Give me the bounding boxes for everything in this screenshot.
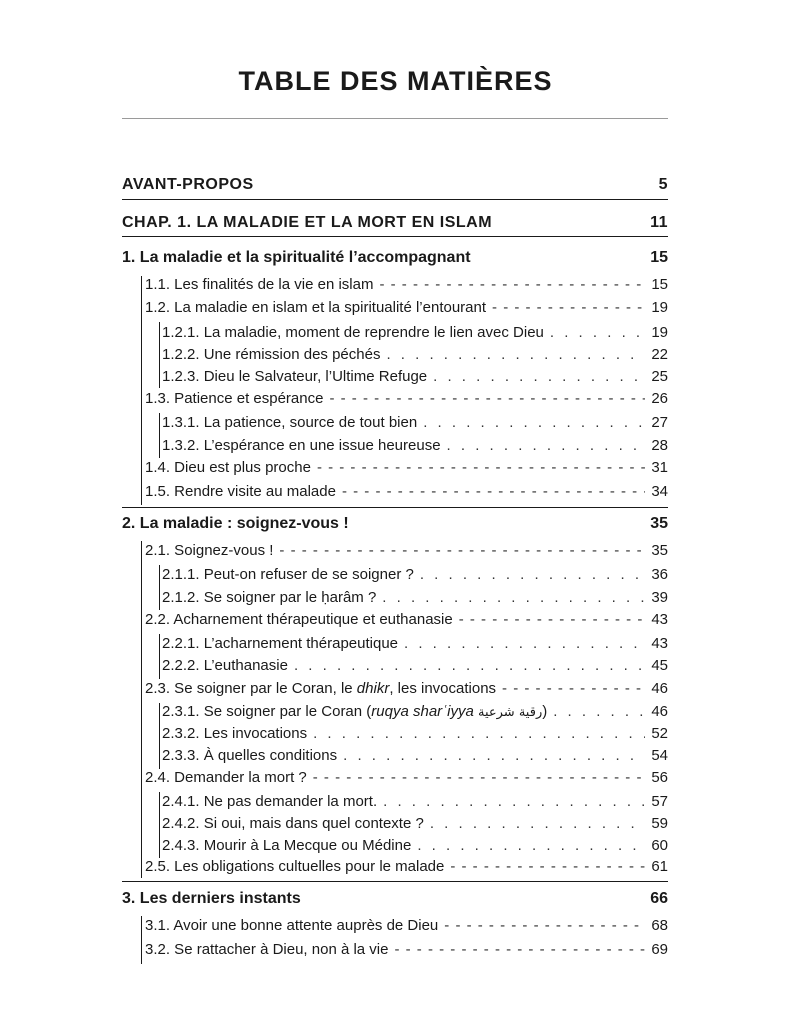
subsection-bracket: [159, 792, 160, 858]
toc-entry-label: 3. Les derniers instants: [122, 890, 301, 907]
section-bracket: [141, 276, 142, 505]
toc-entry-page: 5: [658, 176, 668, 193]
toc-entry-label: 1.4. Dieu est plus proche: [145, 459, 311, 476]
toc-entry-label: 1.2.1. La maladie, moment de reprendre le lien avec Dieu: [162, 324, 544, 341]
toc-entry-page: 36: [651, 566, 668, 583]
toc-entry-label: 1.3. Patience et espérance: [145, 390, 324, 407]
toc-entry-label: 2.4.1. Ne pas demander la mort.: [162, 793, 378, 810]
toc-entry-page: 54: [651, 747, 668, 764]
toc-entry-2-2[interactable]: [145, 611, 668, 628]
section-divider: [122, 236, 668, 237]
toc-entry-avant-propos[interactable]: [122, 176, 668, 194]
toc-entry-page: 43: [651, 611, 668, 628]
toc-entry-label: 1. La maladie et la spiritualité l’accompagnant: [122, 249, 471, 266]
toc-entry-2-4-2[interactable]: [162, 815, 668, 832]
toc-entry-label: AVANT-PROPOS: [122, 176, 254, 193]
toc-entry-1-2-1[interactable]: [162, 324, 668, 341]
toc-entry-page: 60: [651, 837, 668, 854]
toc-entry-2-2-2[interactable]: [162, 657, 668, 674]
toc-entry-1-2-2[interactable]: [162, 346, 668, 363]
toc-entry-2-4-3[interactable]: [162, 837, 668, 854]
toc-entry-label: 2.2. Acharnement thérapeutique et euthanasie: [145, 611, 453, 628]
toc-entry-label: 2.3.3. À quelles conditions: [162, 747, 338, 764]
toc-entry-label: 2.4.3. Mourir à La Mecque ou Médine: [162, 837, 412, 854]
toc-entry-label: CHAP. 1. LA MALADIE ET LA MORT EN ISLAM: [122, 214, 493, 231]
toc-entry-label: 2.1.2. Se soigner par le ḥarâm ?: [162, 589, 377, 606]
toc-entry-page: 69: [651, 941, 668, 958]
section-bracket: [141, 541, 142, 878]
toc-entry-page: 19: [651, 324, 668, 341]
section-bracket: [141, 916, 142, 964]
toc-entry-3-2[interactable]: [145, 941, 668, 958]
toc-entry-section-3[interactable]: [122, 890, 668, 908]
toc-entry-label: 3.2. Se rattacher à Dieu, non à la vie: [145, 941, 389, 958]
toc-entry-page: 68: [651, 917, 668, 934]
subsection-bracket: [159, 703, 160, 769]
toc-entry-label: 2.2.2. L’euthanasie: [162, 657, 288, 674]
emphasis-text: ruqya sharʿiyya: [371, 703, 474, 720]
toc-entry-1-3-1[interactable]: [162, 414, 668, 431]
toc-entry-2-4[interactable]: [145, 769, 668, 786]
subsection-bracket: [159, 634, 160, 679]
toc-entry-label: 1.2. La maladie en islam et la spiritualité l’entourant: [145, 299, 487, 316]
arabic-text: رقية شرعية: [473, 705, 543, 720]
subsection-bracket: [159, 322, 160, 388]
toc-entry-label: 3.1. Avoir une bonne attente auprès de Dieu: [145, 917, 439, 934]
toc-entry-2-3-3[interactable]: [162, 747, 668, 764]
toc-entry-page: 27: [651, 414, 668, 431]
toc-entry-label: 2.4. Demander la mort ?: [145, 769, 307, 786]
section-divider: [122, 199, 668, 200]
toc-entry-section-2[interactable]: [122, 515, 668, 533]
toc-entry-2-5[interactable]: [145, 858, 668, 875]
toc-entry-page: 43: [651, 635, 668, 652]
toc-entry-page: 61: [651, 858, 668, 875]
toc-entry-page: 28: [651, 437, 668, 454]
subsection-bracket: [159, 413, 160, 458]
toc-entry-label: 2.3.2. Les invocations: [162, 725, 308, 742]
toc-entry-page: 46: [651, 680, 668, 697]
toc-entry-page: 57: [651, 793, 668, 810]
toc-entry-page: 26: [651, 390, 668, 407]
toc-entry-1-2-3[interactable]: [162, 368, 668, 385]
toc-entry-page: 59: [651, 815, 668, 832]
section-divider: [122, 881, 668, 882]
toc-entry-2-3-2[interactable]: [162, 725, 668, 742]
toc-entry-label: 1.2.3. Dieu le Salvateur, l’Ultime Refuge: [162, 368, 428, 385]
toc-entry-page: 66: [650, 890, 668, 907]
emphasis-text: dhikr: [356, 680, 390, 697]
toc-entry-1-3[interactable]: [145, 390, 668, 407]
subsection-bracket: [159, 565, 160, 610]
toc-entry-section-1[interactable]: [122, 249, 668, 267]
toc-entry-label: 2.1.1. Peut-on refuser de se soigner ?: [162, 566, 414, 583]
toc-entry-2-2-1[interactable]: [162, 635, 668, 652]
toc-entry-1-5[interactable]: [145, 483, 668, 500]
toc-entry-1-2[interactable]: [145, 299, 668, 316]
toc-entry-label: 2. La maladie : soignez-vous !: [122, 515, 349, 532]
toc-entry-label: 1.2.2. Une rémission des péchés: [162, 346, 381, 363]
toc-entry-chapter-1[interactable]: [122, 214, 668, 232]
toc-entry-page: 19: [651, 299, 668, 316]
toc-entry-label: 2.3. Se soigner par le Coran, le dhikr, les invocations: [145, 680, 497, 697]
toc-entry-1-1[interactable]: [145, 276, 668, 293]
toc-entry-label: 1.3.1. La patience, source de tout bien: [162, 414, 418, 431]
toc-entry-page: 31: [651, 459, 668, 476]
toc-entry-label: 2.4.2. Si oui, mais dans quel contexte ?: [162, 815, 424, 832]
toc-entry-page: 22: [651, 346, 668, 363]
toc-entry-label: 2.1. Soignez-vous !: [145, 542, 274, 559]
toc-entry-label: 2.2.1. L’acharnement thérapeutique: [162, 635, 399, 652]
toc-entry-2-1-1[interactable]: [162, 566, 668, 583]
toc-entry-2-3[interactable]: [145, 680, 668, 697]
toc-entry-page: 15: [650, 249, 668, 266]
toc-entry-page: 34: [651, 483, 668, 500]
toc-entry-page: 52: [651, 725, 668, 742]
toc-entry-2-4-1[interactable]: [162, 793, 668, 810]
toc-entry-2-1[interactable]: [145, 542, 668, 559]
toc-entry-label: 1.3.2. L’espérance en une issue heureuse: [162, 437, 441, 454]
toc-entry-page: 25: [651, 368, 668, 385]
toc-entry-label: 1.1. Les finalités de la vie en islam: [145, 276, 374, 293]
toc-entry-page: 35: [651, 542, 668, 559]
toc-entry-page: 15: [651, 276, 668, 293]
toc-entry-page: 11: [650, 214, 668, 231]
toc-entry-2-3-1[interactable]: [162, 703, 668, 720]
page-title: TABLE DES MATIÈRES: [238, 66, 553, 96]
toc-entry-page: 56: [651, 769, 668, 786]
toc-entry-page: 46: [651, 703, 668, 720]
toc-entry-2-1-2[interactable]: [162, 589, 668, 606]
toc-entry-1-4[interactable]: [145, 459, 668, 476]
toc-entry-label: 2.5. Les obligations cultuelles pour le malade: [145, 858, 445, 875]
toc-entry-3-1[interactable]: [145, 917, 668, 934]
toc-entry-label: 1.5. Rendre visite au malade: [145, 483, 336, 500]
toc-entry-page: 35: [650, 515, 668, 532]
toc-entry-page: 45: [651, 657, 668, 674]
toc-entry-1-3-2[interactable]: [162, 437, 668, 454]
section-divider: [122, 507, 668, 508]
toc-entry-page: 39: [651, 589, 668, 606]
toc-entry-label: 2.3.1. Se soigner par le Coran (ruqya sharʿiyya رقية شرعية): [162, 703, 548, 720]
